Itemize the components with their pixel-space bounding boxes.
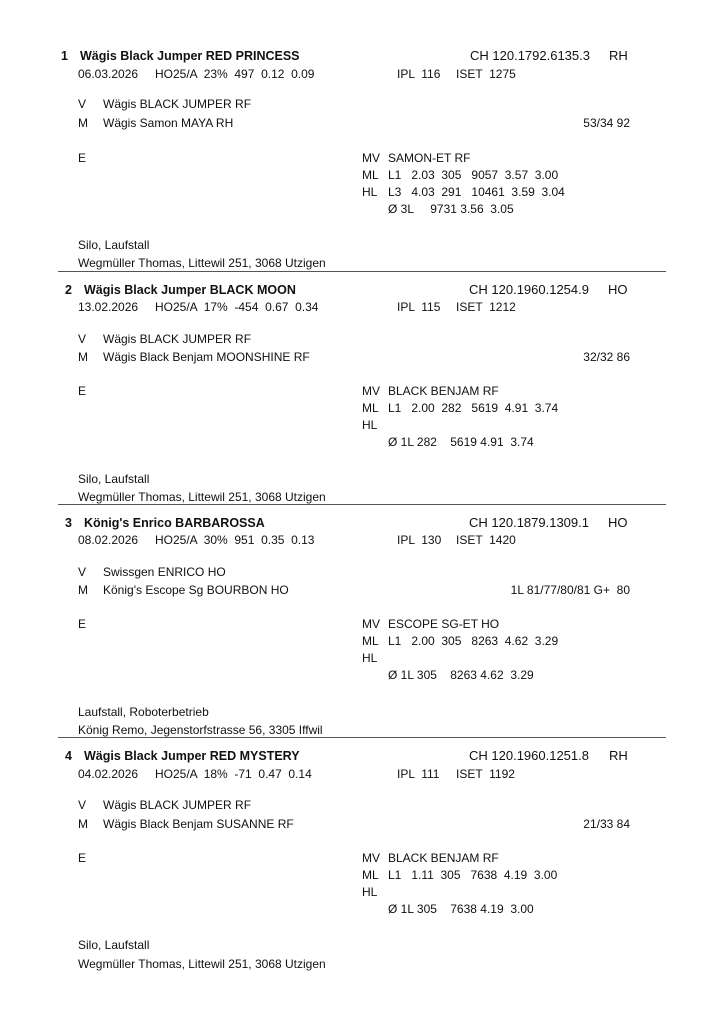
genomic-stats: HO25/A 23% 497 0.12 0.09 [155, 67, 315, 81]
divider [58, 504, 666, 505]
owner-address: König Remo, Jegenstorfstrasse 56, 3305 Iffwil [78, 723, 323, 737]
e-label: E [78, 851, 87, 865]
sire-name: Swissgen ENRICO HO [103, 565, 226, 579]
ml-values: L1 1.11 305 7638 4.19 3.00 [388, 868, 558, 882]
ml-values: L1 2.00 282 5619 4.91 3.74 [388, 401, 559, 415]
e-label: E [78, 151, 87, 165]
animal-id: CH 120.1960.1254.9 [469, 282, 589, 297]
ipl-value: IPL 115 [397, 300, 441, 314]
dam-name: Wägis Black Benjam MOONSHINE RF [103, 350, 310, 364]
entry-number: 2 [65, 283, 72, 297]
dam-info: 21/33 84 [583, 817, 630, 831]
dam-info: 1L 81/77/80/81 G+ 80 [510, 583, 630, 597]
iset-value: ISET 1275 [456, 67, 516, 81]
animal-name: König's Enrico BARBAROSSA [84, 516, 265, 530]
hl-values: L3 4.03 291 10461 3.59 3.04 [388, 185, 565, 199]
breed-code: RH [609, 748, 628, 763]
sire-label: V [78, 798, 87, 812]
hl-label: HL [362, 885, 378, 899]
ipl-value: IPL 116 [397, 67, 441, 81]
hl-label: HL [362, 651, 378, 665]
sire-label: V [78, 97, 87, 111]
animal-id: CH 120.1792.6135.3 [470, 48, 590, 63]
birth-date: 04.02.2026 [78, 767, 139, 781]
genomic-stats: HO25/A 17% -454 0.67 0.34 [155, 300, 319, 314]
ipl-value: IPL 111 [397, 767, 440, 781]
sire-label: V [78, 565, 87, 579]
dam-info: 32/32 86 [583, 350, 630, 364]
dam-info: 53/34 92 [583, 116, 630, 130]
dam-name: König's Escope Sg BOURBON HO [103, 583, 289, 597]
maternal-grandsire: ESCOPE SG-ET HO [388, 617, 500, 631]
average-values: Ø 1L 305 7638 4.19 3.00 [388, 902, 534, 916]
birth-date: 08.02.2026 [78, 533, 139, 547]
iset-value: ISET 1192 [456, 767, 515, 781]
barn-type: Silo, Laufstall [78, 238, 150, 252]
average-values: Ø 1L 282 5619 4.91 3.74 [388, 435, 534, 449]
e-label: E [78, 384, 87, 398]
breed-code: HO [608, 282, 628, 297]
breed-code: RH [609, 48, 628, 63]
maternal-grandsire: BLACK BENJAM RF [388, 384, 499, 398]
animal-name: Wägis Black Jumper RED PRINCESS [80, 49, 300, 63]
hl-label: HL [362, 418, 378, 432]
owner-address: Wegmüller Thomas, Littewil 251, 3068 Utzigen [78, 490, 326, 504]
sire-name: Wägis BLACK JUMPER RF [103, 798, 252, 812]
dam-label: M [78, 116, 88, 130]
ml-values: L1 2.00 305 8263 4.62 3.29 [388, 634, 559, 648]
barn-type: Silo, Laufstall [78, 938, 150, 952]
dam-name: Wägis Black Benjam SUSANNE RF [103, 817, 294, 831]
ml-label: ML [362, 634, 379, 648]
mv-label: MV [362, 851, 380, 865]
ml-label: ML [362, 168, 379, 182]
birth-date: 13.02.2026 [78, 300, 139, 314]
genomic-stats: HO25/A 30% 951 0.35 0.13 [155, 533, 315, 547]
animal-id: CH 120.1879.1309.1 [469, 515, 589, 530]
dam-name: Wägis Samon MAYA RH [103, 116, 234, 130]
barn-type: Laufstall, Roboterbetrieb [78, 705, 209, 719]
maternal-grandsire: SAMON-ET RF [388, 151, 471, 165]
animal-name: Wägis Black Jumper RED MYSTERY [84, 749, 300, 763]
divider [58, 737, 666, 738]
maternal-grandsire: BLACK BENJAM RF [388, 851, 499, 865]
mv-label: MV [362, 617, 380, 631]
e-label: E [78, 617, 87, 631]
mv-label: MV [362, 151, 380, 165]
ml-label: ML [362, 401, 379, 415]
entry-number: 1 [61, 49, 68, 63]
hl-label: HL [362, 185, 378, 199]
divider [58, 271, 666, 272]
sire-label: V [78, 332, 87, 346]
animal-id: CH 120.1960.1251.8 [469, 748, 589, 763]
ml-values: L1 2.03 305 9057 3.57 3.00 [388, 168, 559, 182]
dam-label: M [78, 583, 88, 597]
animal-name: Wägis Black Jumper BLACK MOON [84, 283, 296, 297]
owner-address: Wegmüller Thomas, Littewil 251, 3068 Utzigen [78, 256, 326, 270]
ml-label: ML [362, 868, 379, 882]
average-values: Ø 1L 305 8263 4.62 3.29 [388, 668, 534, 682]
owner-address: Wegmüller Thomas, Littewil 251, 3068 Utzigen [78, 957, 326, 971]
average-values: Ø 3L 9731 3.56 3.05 [388, 202, 514, 216]
dam-label: M [78, 350, 88, 364]
sire-name: Wägis BLACK JUMPER RF [103, 332, 252, 346]
mv-label: MV [362, 384, 380, 398]
dam-label: M [78, 817, 88, 831]
entry-number: 3 [65, 516, 72, 530]
genomic-stats: HO25/A 18% -71 0.47 0.14 [155, 767, 312, 781]
iset-value: ISET 1212 [456, 300, 516, 314]
entry-number: 4 [65, 749, 72, 763]
sire-name: Wägis BLACK JUMPER RF [103, 97, 252, 111]
barn-type: Silo, Laufstall [78, 472, 150, 486]
ipl-value: IPL 130 [397, 533, 442, 547]
breed-code: HO [608, 515, 628, 530]
birth-date: 06.03.2026 [78, 67, 139, 81]
iset-value: ISET 1420 [456, 533, 516, 547]
